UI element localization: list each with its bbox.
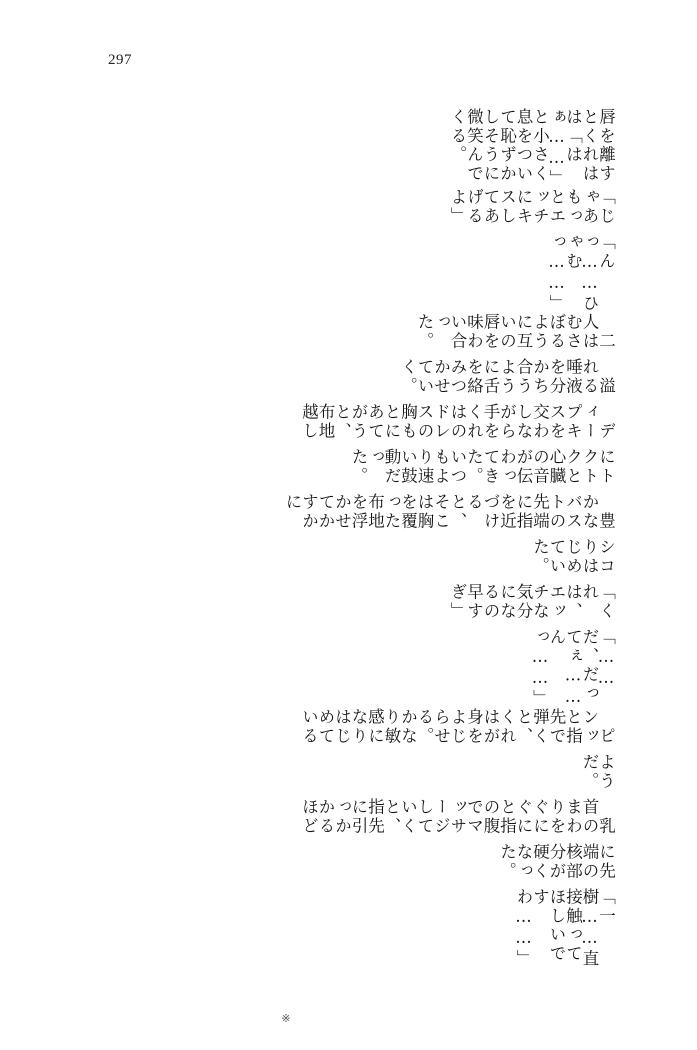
footer-mark: ※: [281, 1012, 291, 1025]
text-column: ピンッと指先で弾くと、くれはが身をよじらせる。かなり敏感になりはじめている: [299, 708, 616, 746]
text-column: ようだ。: [580, 753, 616, 791]
text-column: 「くれは、エッチな気分になるの早すぎ」: [448, 582, 616, 621]
text-column: 「じゃあもっとエッチにキスしてあげるよ」: [448, 188, 616, 226]
vertical-text-body: [78, 108, 623, 968]
text-column: に先端の核部分が硬くなった。: [497, 842, 616, 881]
text-column: 豊かなバストの先端に指を近づけると、そこは胸を覆った布地を浮かせてかすかに: [283, 493, 616, 531]
text-column: 溢れる唾液を分かち合うように舌を絡みつかせていく。: [398, 358, 616, 396]
text-column: 「んっ……ひゃむっ……」: [547, 233, 616, 314]
text-column: シコりはじめていた。: [530, 538, 616, 576]
text-column: ディープキスを交わしながら手をくれはのドレスの胸もとにあてがうと、布地越し: [299, 403, 616, 441]
page-number: 297: [108, 52, 132, 68]
text-column: 乳首のまわりをぐにぐにと指の腹でマッサージしていくと、指先に引っかかるほど: [299, 797, 616, 836]
text-column: 「……だ、だってぇ……んっ……」: [530, 627, 616, 709]
text-column: 「一樹……直接触ってほしいですわ……」: [514, 887, 616, 969]
text-column: にトクトクと心臓の音が伝わってきた。いつもより速い鼓動だった。: [349, 448, 616, 486]
text-column: 唇を離すとくれはは「はぁ……」と小さく息をついて恥ずかしそうに微笑んでくる。: [448, 108, 616, 189]
text-column: 二人はむさぼるように互いの唇を味わい合った。: [415, 313, 616, 351]
